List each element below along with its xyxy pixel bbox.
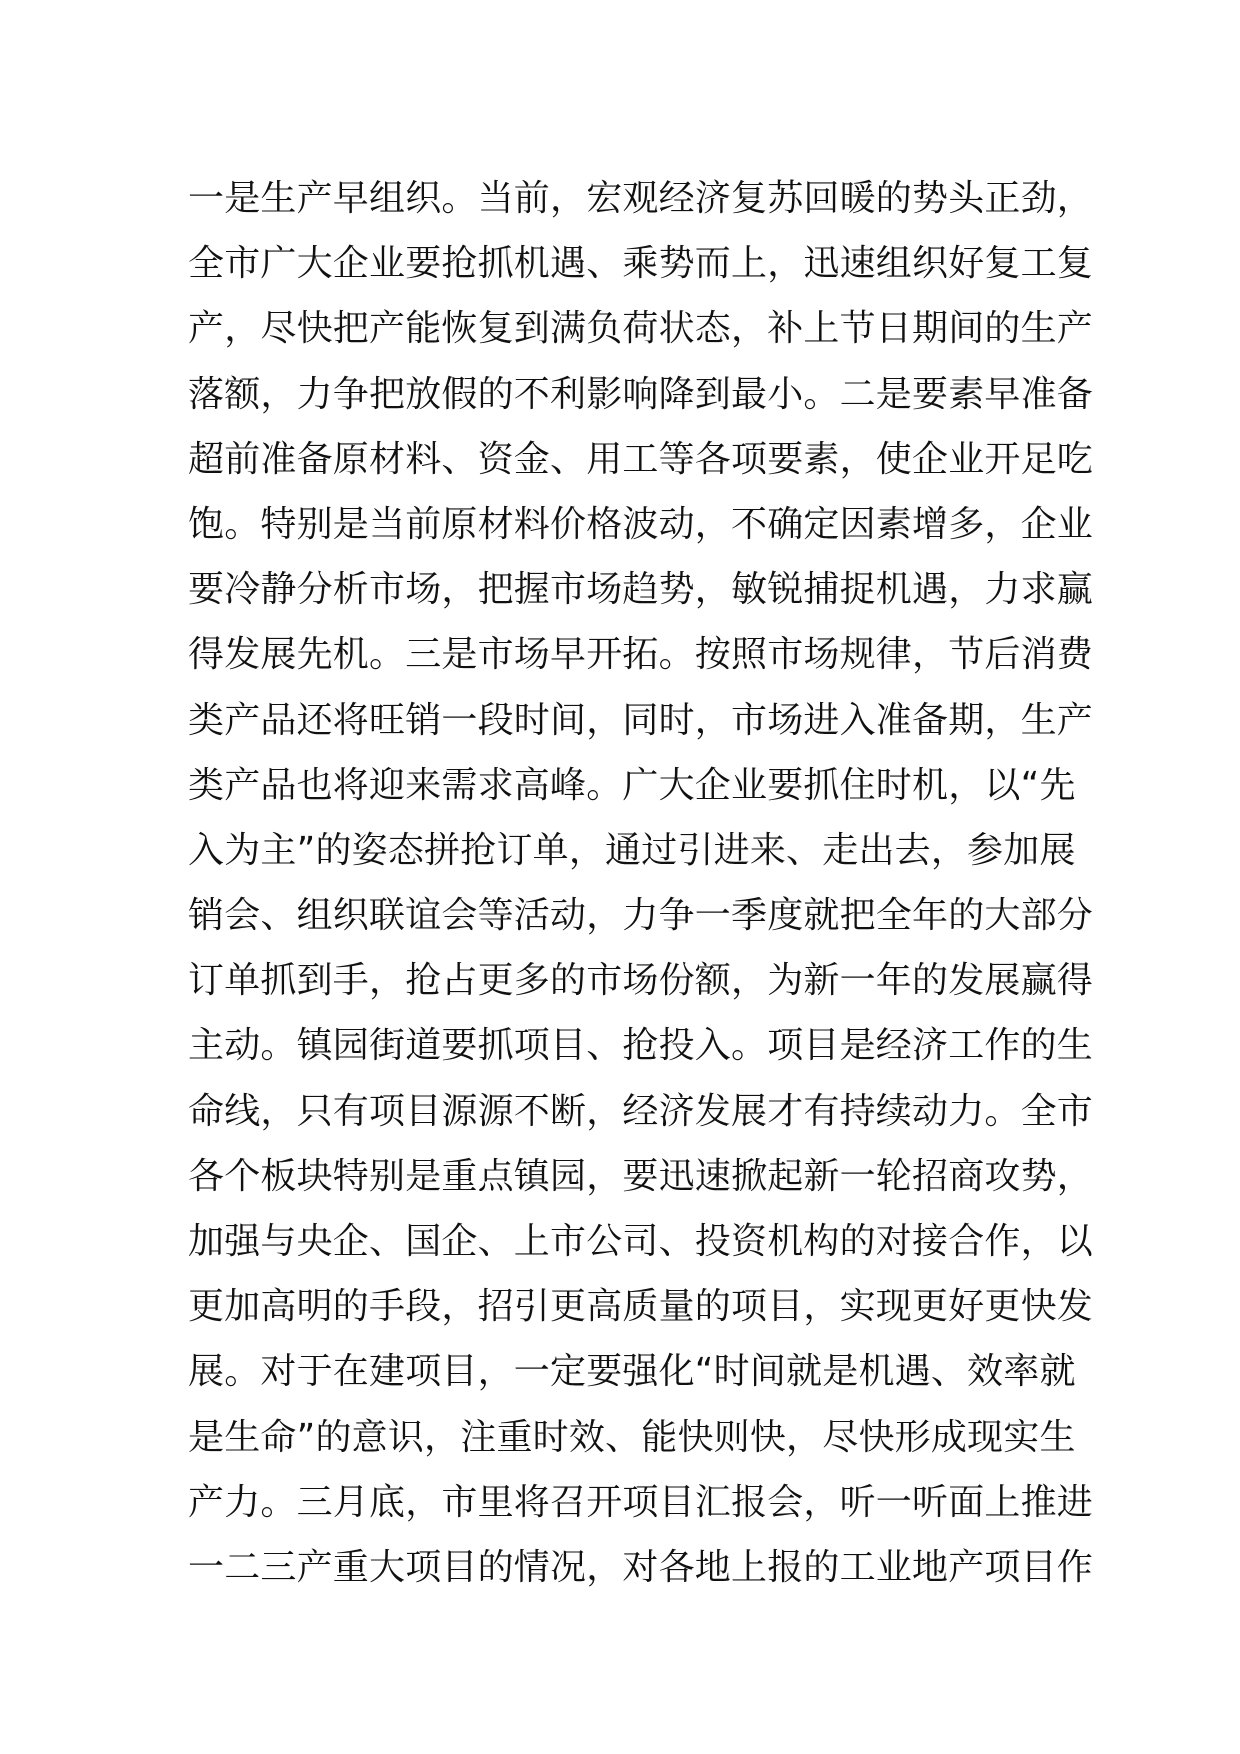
text-line: 饱。特别是当前原材料价格波动，不确定因素增多，企业 — [188, 503, 1094, 545]
text-line: 全市广大企业要抢抓机遇、乘势而上，迅速组织好复工复 — [188, 243, 1094, 285]
text-line: 一是生产早组织。当前，宏观经济复苏回暖的势头正劲， — [188, 178, 1094, 219]
text-line: 是生命”的意识，注重时效、能快则快，尽快形成现实生 — [188, 1416, 1076, 1458]
text-line: 展。对于在建项目，一定要强化“时间就是机遇、效率就 — [188, 1351, 1076, 1393]
text-line: 类产品也将迎来需求高峰。广大企业要抓住时机，以“先 — [188, 764, 1076, 806]
text-line: 类产品还将旺销一段时间，同时，市场进入准备期，生产 — [188, 699, 1094, 741]
text-line: 落额，力争把放假的不利影响降到最小。二是要素早准备 — [188, 373, 1094, 415]
text-line: 加强与央企、国企、上市公司、投资机构的对接合作，以 — [188, 1221, 1094, 1262]
text-line: 入为主”的姿态拼抢订单，通过引进来、走出去，参加展 — [188, 829, 1076, 871]
text-line: 一二三产重大项目的情况，对各地上报的工业地产项目作 — [188, 1546, 1094, 1588]
text-line: 更加高明的手段，招引更高质量的项目，实现更好更快发 — [188, 1286, 1094, 1328]
text-line: 各个板块特别是重点镇园，要迅速掀起新一轮招商攻势， — [188, 1155, 1094, 1197]
text-line: 得发展先机。三是市场早开拓。按照市场规律，节后消费 — [188, 634, 1094, 676]
text-line: 主动。镇园街道要抓项目、抢投入。项目是经济工作的生 — [188, 1025, 1094, 1067]
text-line: 订单抓到手，抢占更多的市场份额，为新一年的发展赢得 — [188, 960, 1094, 1002]
text-line: 产力。三月底，市里将召开项目汇报会，听一听面上推进 — [188, 1481, 1094, 1523]
text-line: 命线，只有项目源源不断，经济发展才有持续动力。全市 — [188, 1090, 1094, 1132]
text-line: 超前准备原材料、资金、用工等各项要素，使企业开足吃 — [188, 438, 1094, 480]
text-line: 销会、组织联谊会等活动，力争一季度就把全年的大部分 — [188, 895, 1094, 937]
body-paragraph — [188, 166, 1094, 1600]
text-line: 产，尽快把产能恢复到满负荷状态，补上节日期间的生产 — [188, 308, 1094, 350]
text-line: 要冷静分析市场，把握市场趋势，敏锐捕捉机遇，力求赢 — [188, 569, 1094, 611]
